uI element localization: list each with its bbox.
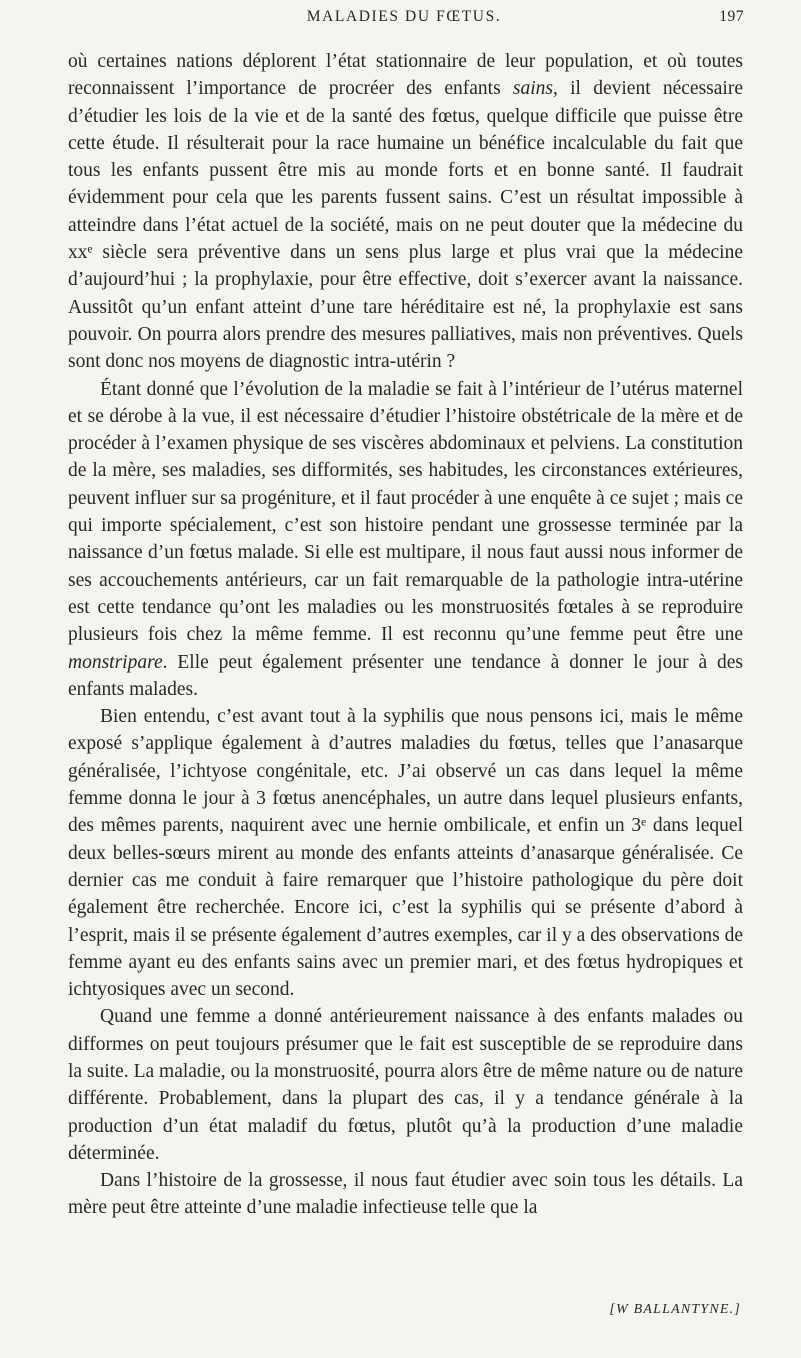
body-text	[68, 48, 743, 1222]
paragraph-5: Dans l’histoire de la grossesse, il nous faut étudier avec soin tous les détails. La mère peut être atteinte d’une maladie infectieuse telle que la	[68, 1170, 743, 1219]
paragraph-2-part-b: . Elle peut également présenter une tendance à donner le jour à des enfants malades.	[68, 651, 743, 700]
paragraph-1	[68, 48, 743, 376]
paragraph-2	[68, 376, 743, 704]
paragraph-1-italic: sains	[512, 78, 554, 100]
page-number: 197	[719, 8, 744, 25]
paragraph-3: Bien entendu, c’est avant tout à la syphilis que nous pensons ici, mais le même exposé s’applique également à d’autres maladies du fœtus, telles que l’anasarque généralisée, l’ichtyose congénitale, etc. J’ai observé un cas dans lequel la même femme donna le jour à 3 fœtus anencéphales, un autre dans lequel plusieurs enfants, des mêmes parents, naquirent avec une hernie ombilicale, et enfin un 3ᵉ dans lequel deux belles-sœurs mirent au monde des enfants atteints d’anasarque généralisée. Ce dernier cas me conduit à faire remarquer que l’histoire pathologique du père doit également être recherchée. Encore ici, c’est la syphilis qui se présente d’abord à l’esprit, mais il se présente également d’autres exemples, car il y a des observations de femme ayant eu des enfants sains avec un premier mari, et des fœtus hydropiques et ichtyosiques avec un second.	[68, 706, 743, 1001]
paragraph-1-part-a: où certaines nations déplorent l’état stationnaire de leur population, et où toutes reconnaissent l’importance de procréer des enfants	[68, 51, 743, 100]
paragraph-4: Quand une femme a donné antérieurement naissance à des enfants malades ou difformes on peut toujours présumer que le fait est susceptible de se reproduire dans la suite. La maladie, ou la monstruosité, pourra alors être de même nature ou de nature différente. Probablement, dans la plupart des cas, il y a tendance générale à la production d’un état maladif du fœtus, plutôt qu’à la production d’une maladie déterminée.	[68, 1006, 743, 1164]
paragraph-1-part-b: , il devient nécessaire d’étudier les lois de la vie et de la santé des fœtus, quelque difficile que puisse être cette étude. Il résulterait pour la race humaine un bénéfice incalculable du fait que tous les enfants pussent être mis au monde forts et en bonne santé. Il faudrait évidemment pour cela que les parents fussent sains. C’est un résultat impossible à atteindre dans l’état actuel de la société, mais on ne peut douter que la médecine du xxᵉ siècle sera préventive dans un sens plus large et plus vrai que la médecine d’aujourd’hui ; la prophylaxie, pour être effective, doit s’exercer avant la naissance. Aussitôt qu’un enfant atteint d’une tare héréditaire est né, la prophylaxie est sans pouvoir. On pourra alors prendre des mesures palliatives, mais non préventives. Quels sont donc nos moyens de diagnostic intra-utérin ?	[68, 78, 743, 373]
footer-signature: [W BALLANTYNE.]	[609, 1302, 741, 1317]
page-header	[64, 4, 744, 32]
paragraph-2-part-a: Étant donné que l’évolution de la maladie se fait à l’intérieur de l’utérus maternel et se dérobe à la vue, il est nécessaire d’étudier l’histoire obstétricale de la mère et de procéder à l’examen physique de ses viscères abdominaux et pelviens. La constitution de la mère, ses maladies, ses difformités, ses habitudes, les circonstances extérieures, peuvent influer sur sa progéniture, et il faut procéder à une enquête à ce sujet ; mais ce qui importe spécialement, c’est son histoire pendant une grossesse terminée par la naissance d’un fœtus malade. Si elle est multipare, il nous faut aussi nous informer de ses accouchements antérieurs, car un fait remarquable de la pathologie intra-utérine est cette tendance qu’ont les maladies ou les monstruosités fœtales à se reproduire plusieurs fois chez la même femme. Il est reconnu qu’une femme peut être une	[68, 378, 743, 646]
running-title: MALADIES DU FŒTUS.	[306, 8, 502, 25]
paragraph-2-italic: monstripare	[68, 651, 163, 673]
